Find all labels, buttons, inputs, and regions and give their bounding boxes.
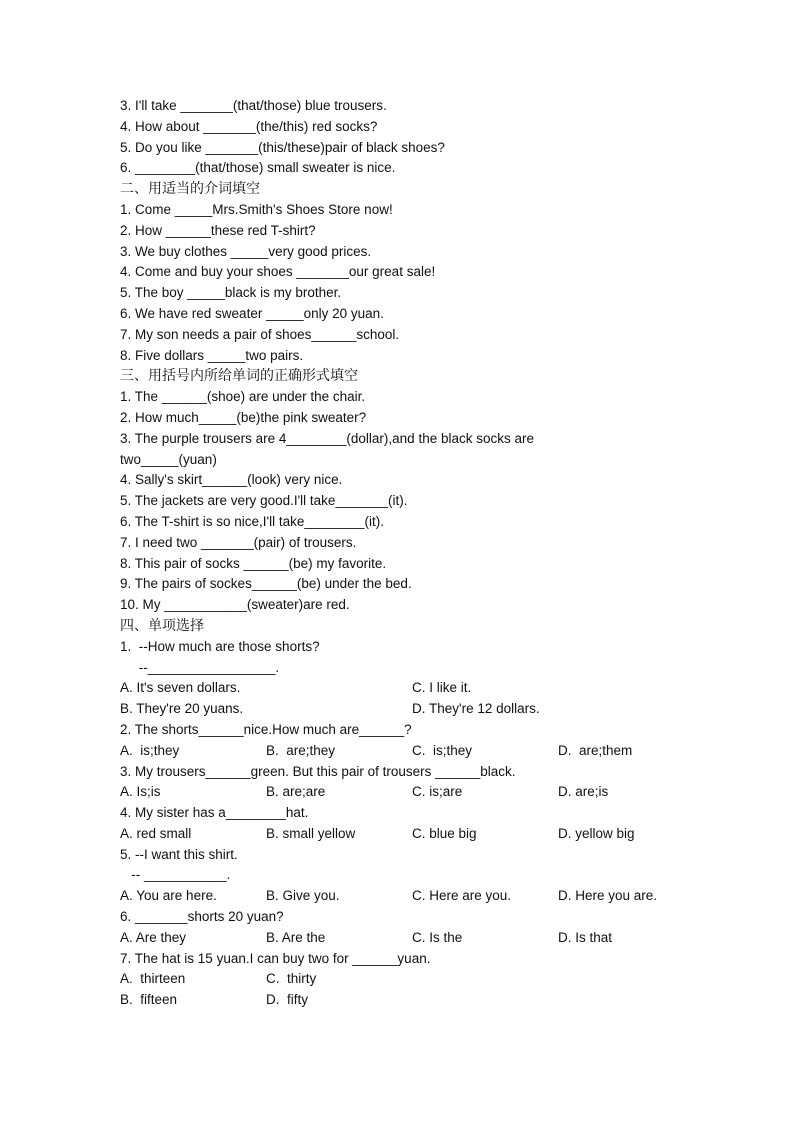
question-line: 4. Sally's skirt______(look) very nice. <box>120 472 343 488</box>
option-c: C. is;they <box>412 742 473 758</box>
question-line: 4. Come and buy your shoes _______our great sale! <box>120 264 436 280</box>
question-line: 6. We have red sweater _____only 20 yuan. <box>120 305 384 321</box>
question-stem: 7. The hat is 15 yuan.I can buy two for ______yuan. <box>120 950 431 966</box>
options-row <box>120 741 720 762</box>
option-b: B. fifteen <box>120 992 178 1008</box>
options-row <box>120 886 720 907</box>
option-c: C. Here are you. <box>412 888 512 904</box>
question-line: 7. My son needs a pair of shoes______school. <box>120 326 400 342</box>
question-stem: 2. The shorts______nice.How much are______? <box>120 721 412 737</box>
option-d: D. are;them <box>558 742 633 758</box>
question-line: 3. The purple trousers are 4________(dollar),and the black socks are <box>120 430 534 446</box>
option-d: D. fifty <box>266 992 309 1008</box>
option-a: A. thirteen <box>120 971 186 987</box>
section3 <box>120 366 720 616</box>
option-d: D. They're 12 dollars. <box>412 701 540 717</box>
option-b: B. They're 20 yuans. <box>120 701 244 717</box>
option-b: B. Give you. <box>266 888 340 904</box>
option-d: D. yellow big <box>558 825 635 841</box>
option-a: A. Is;is <box>120 784 161 800</box>
question-line: 2. How ______these red T-shirt? <box>120 222 316 238</box>
options-row <box>120 699 720 720</box>
question-line: 7. I need two _______(pair) of trousers. <box>120 534 357 550</box>
options-row <box>120 678 720 699</box>
question-line: 9. The pairs of sockes______(be) under the bed. <box>120 576 412 592</box>
section2 <box>120 179 720 366</box>
question-stem: 1. --How much are those shorts? <box>120 638 320 654</box>
question-line: 2. How much_____(be)the pink sweater? <box>120 409 367 425</box>
question-line: 10. My ___________(sweater)are red. <box>120 597 350 613</box>
option-a: A. is;they <box>120 742 180 758</box>
question-line: 6. The T-shirt is so nice,I'll take________(it). <box>120 513 384 529</box>
question-line: 5. The jackets are very good.I'll take_______(it). <box>120 493 408 509</box>
option-b: B. are;are <box>266 784 326 800</box>
option-a: A. Are they <box>120 929 187 945</box>
section-heading: 三、用括号内所给单词的正确形式填空 <box>120 368 358 385</box>
option-a: A. It's seven dollars. <box>120 680 241 696</box>
section-heading: 四、单项选择 <box>120 617 204 634</box>
option-a: A. red small <box>120 825 192 841</box>
options-row <box>120 782 720 803</box>
question-line: 5. The boy _____black is my brother. <box>120 285 342 301</box>
question-line: 3. I'll take _______(that/those) blue trousers. <box>120 98 387 113</box>
answer-line: --_________________. <box>120 659 280 675</box>
question-line: 4. How about _______(the/this) red socks? <box>120 118 378 134</box>
options-row <box>120 928 720 949</box>
question-line: 5. Do you like _______(this/these)pair of black shoes? <box>120 139 445 155</box>
option-c: C. Is the <box>412 929 463 945</box>
question-line: 6. ________(that/those) small sweater is nice. <box>120 160 396 176</box>
question-line: 1. The ______(shoe) are under the chair. <box>120 389 366 405</box>
option-d: D. Is that <box>558 929 613 945</box>
question-line: 8. This pair of socks ______(be) my favorite. <box>120 555 387 571</box>
section4 <box>120 616 720 1011</box>
question-stem: 4. My sister has a________hat. <box>120 805 309 821</box>
answer-line: -- ___________. <box>120 867 231 883</box>
option-d: D. Here you are. <box>558 888 658 904</box>
option-c: C. is;are <box>412 784 463 800</box>
option-c: C. blue big <box>412 825 477 841</box>
question-line: 1. Come _____Mrs.Smith's Shoes Store now! <box>120 201 393 217</box>
question-stem: 5. --I want this shirt. <box>120 846 238 862</box>
section1-continued <box>120 96 720 179</box>
options-row <box>120 824 720 845</box>
question-stem: 3. My trousers______green. But this pair of trousers ______black. <box>120 763 516 779</box>
question-stem: 6. _______shorts 20 yuan? <box>120 909 284 925</box>
option-b: B. Are the <box>266 929 326 945</box>
option-c: C. thirty <box>266 971 317 987</box>
option-a: A. You are here. <box>120 888 217 904</box>
options-row <box>120 990 720 1011</box>
question-line: 8. Five dollars _____two pairs. <box>120 347 304 363</box>
option-d: D. are;is <box>558 784 609 800</box>
question-line: 3. We buy clothes _____very good prices. <box>120 243 372 259</box>
section-heading: 二、用适当的介词填空 <box>120 181 260 198</box>
options-row <box>120 969 720 990</box>
question-line: two_____(yuan) <box>120 451 217 467</box>
option-b: B. are;they <box>266 742 336 758</box>
option-c: C. I like it. <box>412 680 472 696</box>
option-b: B. small yellow <box>266 825 356 841</box>
worksheet-page <box>120 96 720 1011</box>
